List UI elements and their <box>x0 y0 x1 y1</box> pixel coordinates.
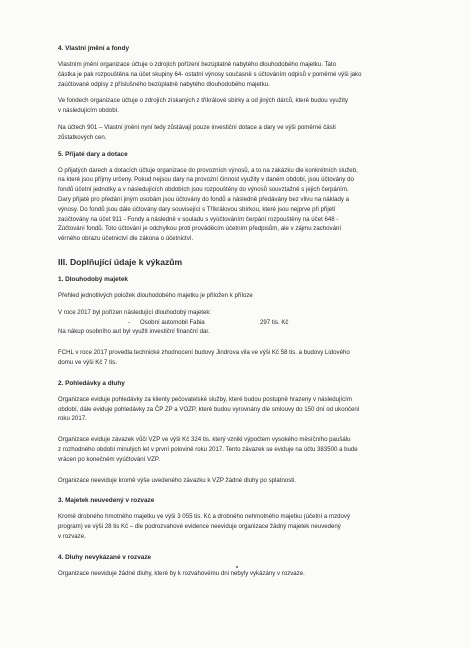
asset-item-row <box>58 318 435 328</box>
line: Ve fondech organizace účtuje o zdrojích získaných z tříkrálové sbírky a od jiných dárců, které budou využity <box>58 97 348 105</box>
paragraph-assets-funding: Na nákup osobního aut byl využit investiční finanční dar. <box>58 328 210 336</box>
line: program) ve výši 28 tis Kč – dle podrozvahové evidence neeviduje organizace žádný majetek neuvedený <box>58 523 341 531</box>
paragraph-equity-1 <box>58 60 435 89</box>
line: vrácen po konečném vyúčtování VZP. <box>58 455 160 463</box>
section-heading-fixed-assets: 1. Dlouhodobý majetek <box>58 275 128 283</box>
line: v následujícím období. <box>58 107 119 115</box>
paragraph-assets-improvement <box>58 348 435 368</box>
line: Zúčtování fondů. Toto účtování je odchylkou proti prováděcím účetním předpisům, ale v zájmu zachování <box>58 225 342 233</box>
part-heading-supplementary: III. Doplňující údaje k výkazům <box>58 256 183 267</box>
line: výnosy. Do fondů jsou dále účtovány dary související s Tříkrálovou sbírkou, které jsou nejprve při přijetí <box>58 205 336 213</box>
line: Organizace eviduje pohledávky za klienty pečovatelské služby, které budou postupně hrazeny v následujícím <box>58 395 352 403</box>
line: Na účtech 901 – Vlastní jmění nyní tedy zůstávají pouze investiční dotace a dary ve výši poměrné části <box>58 123 336 131</box>
section-heading-receivables: 2. Pohledávky a dluhy <box>58 379 125 387</box>
line: Vlastním jmění organizace účtuje o zdrojích pořízení bezúplatně nabytého dlouhodobého majetku. Tato <box>58 61 337 68</box>
line: Kromě drobného hmotného majetku ve výši 3 055 tis. Kč a drobného nehmotného majetku (účetní a mzdový <box>58 513 350 521</box>
paragraph-off-balance-debts: Organizace neeviduje žádné dluhy, které by k rozvahovému dni nebyly vykázány v rozvaze. <box>58 569 305 577</box>
line: Organizace eviduje závazek vůči VZP ve výši Kč 324 tis. který vznikl výpočtem vysokého měsíčního paušálu <box>58 436 351 444</box>
line: zaúčtované odpisy z příslušného bezúplatně nabytého dlouhodobého majetku. <box>58 80 270 88</box>
paragraph-gifts <box>58 166 435 244</box>
paragraph-receivables-1 <box>58 395 435 424</box>
line: fondů účetní jednotky a v následujících obdobích jsou rozpouštěny do výnosů souvztažně s jejich čerpáním. <box>58 186 349 194</box>
line: na které jsou příjmy určeny. Pokud nejsou dary na provozní činnost využity v daném období, jsou účtovány do <box>58 176 354 184</box>
line: zaúčtovány na účet 911 - Fondy a následně v souladu s vyúčtováním čerpání rozpouštěny na účet 648 - <box>58 215 339 223</box>
line: O přijatých darech a dotacích účtuje organizace do provozních výnosů, a to na zakázku dle konkrétních služeb, <box>58 166 358 174</box>
section-heading-off-balance-assets: 3. Majetek neuvedený v rozvaze <box>58 497 155 505</box>
line: z rozhodného období minulých let v první polovině roku 2017. Tento závazek se eviduje na účtu 383500 a bude <box>58 445 358 453</box>
line: roku 2017. <box>58 415 87 423</box>
paragraph-assets-overview: Přehled jednotlivých položek dlouhodobého majetku je přiložen k příloze <box>58 291 253 299</box>
scan-speck <box>236 566 238 568</box>
asset-item-dash: - <box>127 318 130 326</box>
line: FCHL v roce 2017 provedla technické zhodnocení budovy Jindrova vila ve výši Kč 58 tis. a budovy Lidového <box>58 349 350 357</box>
paragraph-receivables-2 <box>58 435 435 464</box>
paragraph-off-balance-assets <box>58 512 435 541</box>
section-heading-gifts: 5. Přijaté dary a dotace <box>58 150 128 158</box>
line: částka je pak rozpouštěna na účet skupiny 64- ostatní výnosy současně s účtováním odpisů v poměrné výši jako <box>58 70 362 78</box>
paragraph-receivables-3: Organizace neeviduje kromě výše uvedeného závazku k VZP žádné dluhy po splatnosti. <box>58 476 297 484</box>
asset-item-value: 297 tis. Kč <box>260 318 289 326</box>
section-heading-off-balance-debts: 4. Dluhy nevykázané v rozvaze <box>58 553 152 561</box>
section-heading-equity: 4. Vlastní jmění a fondy <box>58 45 130 52</box>
paragraph-assets-acquired: V roce 2017 byl pořízen následující dlouhodobý majetek: <box>58 308 212 316</box>
line: zůstatkových cen. <box>58 133 107 141</box>
line: domu ve výši Kč 7 tis. <box>58 358 117 366</box>
paragraph-equity-2 <box>58 96 435 116</box>
asset-item-name: Osobní automobil Fabia <box>140 318 205 326</box>
line: Dary přijaté pro předání jiným osobám jsou účtovány do fondů a následně předávány bez vlivu na náklady a <box>58 195 349 203</box>
paragraph-equity-3 <box>58 123 435 143</box>
line: období, dále eviduje pohledávky za ČP ZP a VOZP, které budou vyrovnány dle smlouvy do 150 dní od ukončení <box>58 405 360 413</box>
line: věrného obrazu účetnictví dle zákona o účetnictví. <box>58 235 194 243</box>
line: v rozvaze. <box>58 532 86 540</box>
